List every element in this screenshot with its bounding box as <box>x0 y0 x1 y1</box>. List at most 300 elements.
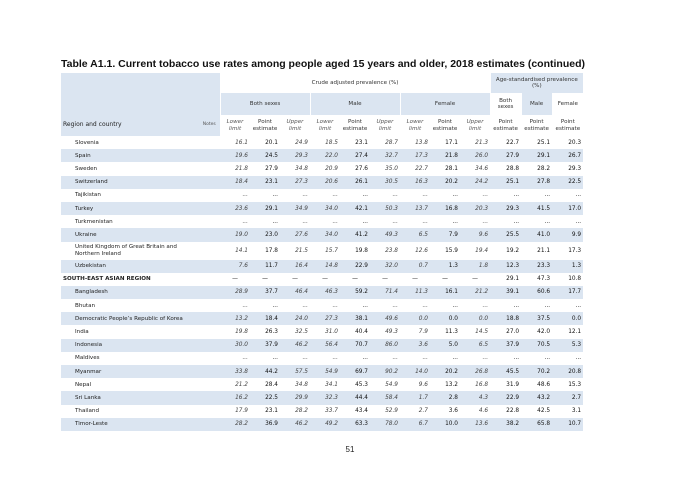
notes-cell <box>199 418 220 431</box>
value-cell: 9.6 <box>400 378 430 391</box>
value-cell: 16.1 <box>220 136 250 149</box>
value-cell: 21.8 <box>220 162 250 175</box>
value-cell: 29.1 <box>490 273 521 286</box>
value-cell: 4.6 <box>460 405 490 418</box>
value-cell: 33.7 <box>310 405 340 418</box>
value-cell: 70.2 <box>521 365 552 378</box>
notes-cell <box>199 260 220 273</box>
age-standardised-header: Age-standardised prevalence (%) <box>490 73 583 93</box>
value-cell: — <box>460 273 490 286</box>
value-cell: 48.6 <box>521 378 552 391</box>
value-cell: 32.7 <box>370 149 400 162</box>
value-cell: 22.5 <box>552 176 583 189</box>
value-cell: ... <box>552 215 583 228</box>
value-cell: 27.3 <box>310 312 340 325</box>
country-name: Slovenia <box>61 136 199 149</box>
value-cell: 34.0 <box>310 202 340 215</box>
value-cell: 58.4 <box>370 391 400 404</box>
value-cell: ... <box>280 189 310 202</box>
table-row <box>61 418 583 431</box>
table-row <box>61 286 583 299</box>
std-both-sexes-header: Both sexes <box>490 93 521 115</box>
value-cell: ... <box>310 352 340 365</box>
country-name: Indonesia <box>61 339 199 352</box>
subheader-female-point: Point estimate <box>430 115 460 136</box>
value-cell: 9.6 <box>460 228 490 241</box>
value-cell: 3.6 <box>430 405 460 418</box>
value-cell: 28.7 <box>370 136 400 149</box>
value-cell: 42.5 <box>521 405 552 418</box>
value-cell: 23.1 <box>250 176 280 189</box>
value-cell: 78.0 <box>370 418 400 431</box>
value-cell: 23.1 <box>340 136 370 149</box>
notes-cell <box>199 325 220 338</box>
table-row <box>61 202 583 215</box>
value-cell: 1.8 <box>460 260 490 273</box>
crude-prevalence-header: Crude adjusted prevalence (%) <box>220 73 490 93</box>
value-cell: 20.2 <box>430 176 460 189</box>
value-cell: 14.1 <box>220 242 250 260</box>
country-name: Democratic People’s Republic of Korea <box>61 312 199 325</box>
value-cell: 56.4 <box>310 339 340 352</box>
value-cell: 0.7 <box>400 260 430 273</box>
value-cell: 20.9 <box>310 162 340 175</box>
value-cell: 32.0 <box>370 260 400 273</box>
value-cell: ... <box>280 352 310 365</box>
value-cell: 13.7 <box>400 202 430 215</box>
value-cell: 54.9 <box>370 378 400 391</box>
table-row <box>61 391 583 404</box>
value-cell: 30.0 <box>220 339 250 352</box>
value-cell: 25.5 <box>490 228 521 241</box>
value-cell: 22.9 <box>340 260 370 273</box>
value-cell: 21.5 <box>280 242 310 260</box>
value-cell: 28.1 <box>430 162 460 175</box>
table-title: Table A1.1. Current tobacco use rates among people aged 15 years and older, 2018 estimates (continued) <box>61 58 586 70</box>
value-cell: ... <box>280 299 310 312</box>
value-cell: ... <box>220 299 250 312</box>
value-cell: — <box>370 273 400 286</box>
value-cell: 39.1 <box>490 286 521 299</box>
value-cell: 23.1 <box>250 405 280 418</box>
region-name: SOUTH-EAST ASIAN REGION <box>61 273 199 286</box>
value-cell: 49.3 <box>370 325 400 338</box>
value-cell: 20.3 <box>552 136 583 149</box>
notes-cell <box>199 215 220 228</box>
value-cell: — <box>250 273 280 286</box>
value-cell: 27.0 <box>490 325 521 338</box>
value-cell: 5.0 <box>430 339 460 352</box>
notes-cell <box>199 176 220 189</box>
value-cell: 44.2 <box>250 365 280 378</box>
value-cell: 3.1 <box>552 405 583 418</box>
subheader-both-upper: Upper limit <box>280 115 310 136</box>
value-cell: 13.2 <box>430 378 460 391</box>
value-cell: 36.9 <box>250 418 280 431</box>
value-cell: ... <box>220 215 250 228</box>
value-cell: ... <box>280 215 310 228</box>
value-cell: 17.9 <box>220 405 250 418</box>
value-cell: 50.3 <box>370 202 400 215</box>
value-cell: 14.8 <box>310 260 340 273</box>
table-body <box>61 136 583 431</box>
value-cell: ... <box>430 299 460 312</box>
value-cell: 34.0 <box>310 228 340 241</box>
value-cell: ... <box>552 352 583 365</box>
table-row <box>61 136 583 149</box>
country-name: Nepal <box>61 378 199 391</box>
value-cell: 0.0 <box>460 312 490 325</box>
value-cell: 22.7 <box>490 136 521 149</box>
value-cell: 20.3 <box>460 202 490 215</box>
value-cell: — <box>340 273 370 286</box>
country-name: Turkey <box>61 202 199 215</box>
crude-male-header: Male <box>310 93 400 115</box>
value-cell: 59.2 <box>340 286 370 299</box>
value-cell: 28.9 <box>220 286 250 299</box>
country-name: Turkmenistan <box>61 215 199 228</box>
value-cell: 23.6 <box>220 202 250 215</box>
value-cell: ... <box>490 299 521 312</box>
region-row <box>61 273 583 286</box>
value-cell: 86.0 <box>370 339 400 352</box>
value-cell: 18.4 <box>220 176 250 189</box>
std-female-header: Female <box>552 93 583 115</box>
value-cell: 63.3 <box>340 418 370 431</box>
country-name: Timor-Leste <box>61 418 199 431</box>
value-cell: 35.0 <box>370 162 400 175</box>
value-cell: 28.2 <box>220 418 250 431</box>
value-cell: 21.1 <box>521 242 552 260</box>
value-cell: 2.7 <box>400 405 430 418</box>
value-cell: 34.8 <box>280 162 310 175</box>
value-cell: ... <box>490 189 521 202</box>
value-cell: 43.4 <box>340 405 370 418</box>
value-cell: ... <box>460 352 490 365</box>
value-cell: 65.8 <box>521 418 552 431</box>
value-cell: 26.7 <box>552 149 583 162</box>
std-male-header: Male <box>521 93 552 115</box>
value-cell: 24.9 <box>280 136 310 149</box>
value-cell: 25.1 <box>521 136 552 149</box>
country-name: United Kingdom of Great Britain and Northern Ireland <box>61 242 199 260</box>
country-name: Bangladesh <box>61 286 199 299</box>
value-cell: 13.8 <box>400 136 430 149</box>
notes-cell <box>199 189 220 202</box>
value-cell: ... <box>521 215 552 228</box>
value-cell: 45.5 <box>490 365 521 378</box>
notes-cell <box>199 242 220 260</box>
value-cell: — <box>220 273 250 286</box>
value-cell: 54.9 <box>310 365 340 378</box>
notes-cell <box>199 339 220 352</box>
value-cell: ... <box>400 189 430 202</box>
value-cell: ... <box>460 299 490 312</box>
country-name: Bhutan <box>61 299 199 312</box>
value-cell: 23.3 <box>521 260 552 273</box>
value-cell: ... <box>521 352 552 365</box>
country-name: Sweden <box>61 162 199 175</box>
value-cell: 6.5 <box>460 339 490 352</box>
value-cell: 37.9 <box>490 339 521 352</box>
value-cell: 32.3 <box>310 391 340 404</box>
value-cell: 60.6 <box>521 286 552 299</box>
value-cell: 33.8 <box>220 365 250 378</box>
table-row <box>61 299 583 312</box>
value-cell: 12.1 <box>552 325 583 338</box>
value-cell: 17.1 <box>430 136 460 149</box>
notes-cell <box>199 312 220 325</box>
value-cell: 12.6 <box>400 242 430 260</box>
value-cell: 46.2 <box>280 418 310 431</box>
value-cell: 21.2 <box>460 286 490 299</box>
value-cell: 32.5 <box>280 325 310 338</box>
value-cell: 44.4 <box>340 391 370 404</box>
country-name: Thailand <box>61 405 199 418</box>
notes-cell <box>199 378 220 391</box>
subheader-male-lower: Lower limit <box>310 115 340 136</box>
value-cell: ... <box>370 215 400 228</box>
value-cell: 19.2 <box>490 242 521 260</box>
value-cell: 34.9 <box>280 202 310 215</box>
value-cell: ... <box>521 189 552 202</box>
value-cell: ... <box>370 299 400 312</box>
value-cell: 22.0 <box>310 149 340 162</box>
value-cell: 28.2 <box>521 162 552 175</box>
crude-female-header: Female <box>400 93 490 115</box>
value-cell: ... <box>430 352 460 365</box>
value-cell: 70.7 <box>340 339 370 352</box>
value-cell: 18.4 <box>250 312 280 325</box>
value-cell: 40.4 <box>340 325 370 338</box>
value-cell: 9.9 <box>552 228 583 241</box>
value-cell: 26.8 <box>460 365 490 378</box>
value-cell: 46.4 <box>280 286 310 299</box>
value-cell: 19.8 <box>340 242 370 260</box>
value-cell: 15.7 <box>310 242 340 260</box>
value-cell: 71.4 <box>370 286 400 299</box>
subheader-std-both-point: Point estimate <box>490 115 521 136</box>
notes-cell <box>199 391 220 404</box>
value-cell: 17.3 <box>552 242 583 260</box>
notes-cell <box>199 365 220 378</box>
country-name: Switzerland <box>61 176 199 189</box>
table-row <box>61 228 583 241</box>
table-row <box>61 176 583 189</box>
table-row <box>61 339 583 352</box>
value-cell: 5.3 <box>552 339 583 352</box>
value-cell: 22.7 <box>400 162 430 175</box>
table-row <box>61 365 583 378</box>
value-cell: 31.0 <box>310 325 340 338</box>
value-cell: ... <box>521 299 552 312</box>
value-cell: 11.3 <box>400 286 430 299</box>
value-cell: 37.9 <box>250 339 280 352</box>
value-cell: 21.2 <box>220 378 250 391</box>
value-cell: 16.3 <box>400 176 430 189</box>
value-cell: 38.2 <box>490 418 521 431</box>
country-name: Sri Lanka <box>61 391 199 404</box>
subheader-male-upper: Upper limit <box>370 115 400 136</box>
value-cell: 21.3 <box>460 136 490 149</box>
value-cell: 25.1 <box>490 176 521 189</box>
value-cell: 3.6 <box>400 339 430 352</box>
notes-cell <box>199 299 220 312</box>
value-cell: 10.0 <box>430 418 460 431</box>
value-cell: 27.6 <box>280 228 310 241</box>
notes-cell <box>199 136 220 149</box>
subheader-both-point: Point estimate <box>250 115 280 136</box>
notes-cell <box>199 286 220 299</box>
value-cell: 37.7 <box>250 286 280 299</box>
value-cell: 17.3 <box>400 149 430 162</box>
table-row <box>61 405 583 418</box>
value-cell: 19.4 <box>460 242 490 260</box>
value-cell: 69.7 <box>340 365 370 378</box>
value-cell: 16.4 <box>280 260 310 273</box>
value-cell: 18.5 <box>310 136 340 149</box>
value-cell: 27.4 <box>340 149 370 162</box>
value-cell: 14.5 <box>460 325 490 338</box>
value-cell: 27.9 <box>250 162 280 175</box>
crude-both-sexes-header: Both sexes <box>220 93 310 115</box>
value-cell: 34.1 <box>310 378 340 391</box>
notes-cell <box>199 228 220 241</box>
value-cell: ... <box>430 189 460 202</box>
value-cell: 1.3 <box>430 260 460 273</box>
value-cell: 4.3 <box>460 391 490 404</box>
value-cell: 49.2 <box>310 418 340 431</box>
value-cell: ... <box>250 352 280 365</box>
value-cell: 11.7 <box>250 260 280 273</box>
value-cell: ... <box>430 215 460 228</box>
value-cell: ... <box>310 215 340 228</box>
value-cell: 6.5 <box>400 228 430 241</box>
value-cell: ... <box>552 189 583 202</box>
value-cell: ... <box>490 215 521 228</box>
notes-cell <box>199 352 220 365</box>
subheader-both-lower: Lower limit <box>220 115 250 136</box>
value-cell: 20.2 <box>430 365 460 378</box>
value-cell: 47.3 <box>521 273 552 286</box>
value-cell: 20.8 <box>552 365 583 378</box>
value-cell: 49.6 <box>370 312 400 325</box>
value-cell: ... <box>400 352 430 365</box>
value-cell: 29.3 <box>490 202 521 215</box>
notes-cell <box>199 162 220 175</box>
value-cell: 26.0 <box>460 149 490 162</box>
notes-cell <box>199 405 220 418</box>
subheader-male-point: Point estimate <box>340 115 370 136</box>
value-cell: 0.0 <box>400 312 430 325</box>
notes-header: Notes <box>199 73 220 136</box>
value-cell: 17.0 <box>552 202 583 215</box>
notes-cell <box>199 273 220 286</box>
value-cell: 27.9 <box>490 149 521 162</box>
value-cell: ... <box>370 189 400 202</box>
country-name: Spain <box>61 149 199 162</box>
value-cell: 29.1 <box>521 149 552 162</box>
value-cell: — <box>400 273 430 286</box>
country-name: Uzbekistan <box>61 260 199 273</box>
value-cell: 2.8 <box>430 391 460 404</box>
value-cell: 43.2 <box>521 391 552 404</box>
value-cell: 46.3 <box>310 286 340 299</box>
country-name: Ukraine <box>61 228 199 241</box>
value-cell: 38.1 <box>340 312 370 325</box>
value-cell: 49.3 <box>370 228 400 241</box>
value-cell: 21.8 <box>430 149 460 162</box>
subheader-female-lower: Lower limit <box>400 115 430 136</box>
value-cell: ... <box>340 215 370 228</box>
country-name: Maldives <box>61 352 199 365</box>
value-cell: 28.4 <box>250 378 280 391</box>
value-cell: 7.9 <box>400 325 430 338</box>
value-cell: 90.2 <box>370 365 400 378</box>
value-cell: 37.5 <box>521 312 552 325</box>
value-cell: 34.8 <box>280 378 310 391</box>
value-cell: 28.2 <box>280 405 310 418</box>
value-cell: 16.8 <box>430 202 460 215</box>
value-cell: 70.5 <box>521 339 552 352</box>
value-cell: 31.9 <box>490 378 521 391</box>
table-row <box>61 312 583 325</box>
value-cell: 42.1 <box>340 202 370 215</box>
value-cell: 6.7 <box>400 418 430 431</box>
table-row <box>61 260 583 273</box>
value-cell: 41.2 <box>340 228 370 241</box>
value-cell: 52.9 <box>370 405 400 418</box>
table-row <box>61 215 583 228</box>
table-row <box>61 242 583 260</box>
value-cell: 26.1 <box>340 176 370 189</box>
table-row <box>61 352 583 365</box>
value-cell: 15.3 <box>552 378 583 391</box>
value-cell: 0.0 <box>430 312 460 325</box>
value-cell: 16.8 <box>460 378 490 391</box>
value-cell: 24.5 <box>250 149 280 162</box>
value-cell: 23.8 <box>370 242 400 260</box>
value-cell: ... <box>340 299 370 312</box>
value-cell: 14.0 <box>400 365 430 378</box>
value-cell: 22.5 <box>250 391 280 404</box>
value-cell: 28.8 <box>490 162 521 175</box>
value-cell: 42.0 <box>521 325 552 338</box>
value-cell: 22.9 <box>490 391 521 404</box>
value-cell: ... <box>370 352 400 365</box>
value-cell: ... <box>460 189 490 202</box>
value-cell: 13.2 <box>220 312 250 325</box>
subheader-std-male-point: Point estimate <box>521 115 552 136</box>
value-cell: ... <box>310 299 340 312</box>
value-cell: 12.3 <box>490 260 521 273</box>
value-cell: 24.0 <box>280 312 310 325</box>
country-name: India <box>61 325 199 338</box>
table-row <box>61 325 583 338</box>
value-cell: 7.6 <box>220 260 250 273</box>
tobacco-use-table <box>61 73 583 431</box>
value-cell: 29.3 <box>280 149 310 162</box>
value-cell: 23.0 <box>250 228 280 241</box>
value-cell: 7.9 <box>430 228 460 241</box>
value-cell: 13.6 <box>460 418 490 431</box>
value-cell: ... <box>400 299 430 312</box>
notes-cell <box>199 202 220 215</box>
value-cell: ... <box>490 352 521 365</box>
value-cell: 19.6 <box>220 149 250 162</box>
table-row <box>61 189 583 202</box>
value-cell: 19.0 <box>220 228 250 241</box>
